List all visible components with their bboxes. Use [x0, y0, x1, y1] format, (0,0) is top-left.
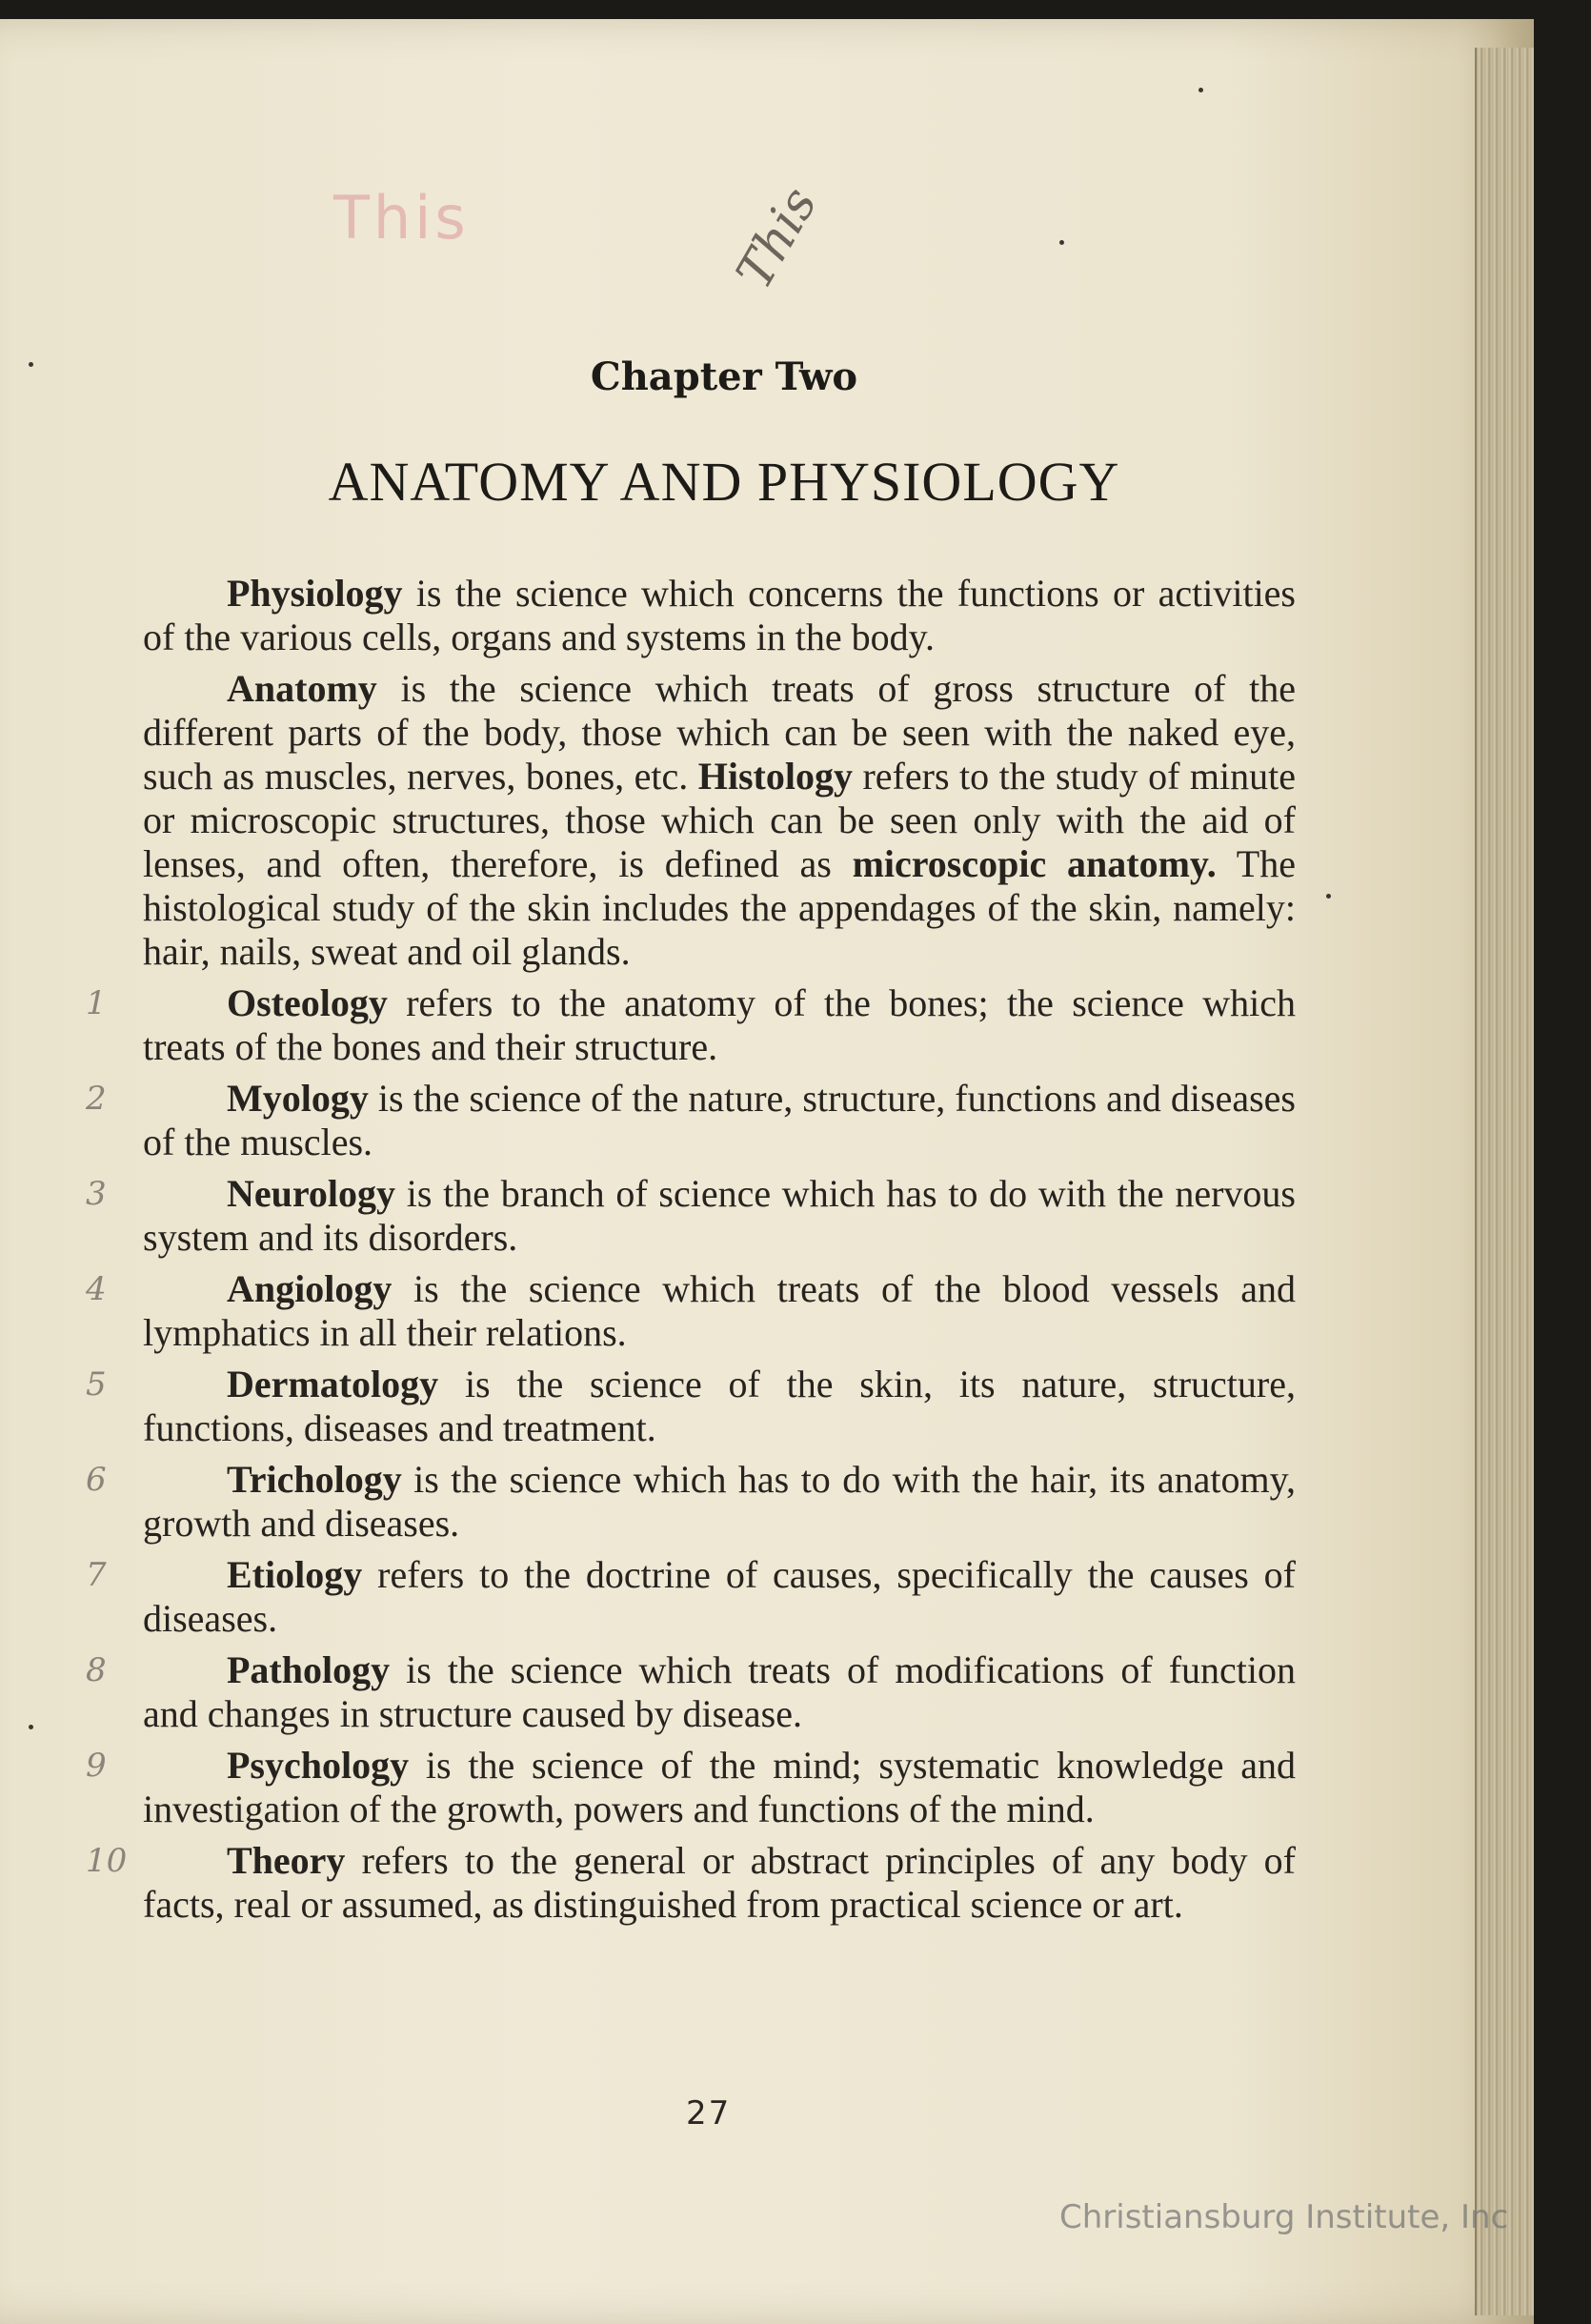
- term: Angiology: [227, 1267, 393, 1310]
- term: Neurology: [227, 1172, 396, 1215]
- definition-text: refers to the general or abstract principles of any body of facts, real or assumed, as distinguished from practical science or art.: [143, 1839, 1296, 1926]
- pencil-margin-number: 8: [86, 1651, 107, 1689]
- book-page: [0, 19, 1534, 2324]
- scan-speck: [29, 362, 33, 367]
- paragraph-myology: [86, 1077, 1296, 1164]
- definition-text: is the science which has to do with the hair, its anatomy, growth and diseases.: [143, 1458, 1296, 1545]
- definition-text: is the science which treats of modifications of function and changes in structure caused by disease.: [143, 1648, 1296, 1735]
- pink-pencil-annotation: This: [333, 183, 470, 253]
- page-number: 27: [686, 2094, 732, 2132]
- scan-speck: [29, 1725, 33, 1729]
- definition-text: is the science of the nature, structure, functions and diseases of the muscles.: [143, 1077, 1296, 1163]
- page-edge: [1475, 48, 1534, 2315]
- pencil-margin-number: 3: [86, 1175, 107, 1213]
- definition-text: refers to the doctrine of causes, specifically the causes of diseases.: [143, 1553, 1296, 1640]
- definition-text: is the science which treats of the blood vessels and lymphatics in all their relations.: [143, 1267, 1296, 1354]
- pencil-margin-number: 6: [86, 1461, 107, 1499]
- term: Myology: [227, 1077, 369, 1120]
- paragraph-etiology: [86, 1553, 1296, 1641]
- paragraph-psychology: [86, 1744, 1296, 1831]
- paragraph-neurology: [86, 1172, 1296, 1260]
- paragraph-trichology: [86, 1458, 1296, 1546]
- pencil-margin-number: 5: [86, 1365, 107, 1404]
- pencil-margin-number: 2: [86, 1080, 107, 1118]
- pencil-margin-number: 1: [86, 984, 107, 1022]
- definition-text: is the science of the skin, its nature, structure, functions, diseases and treatment.: [143, 1363, 1296, 1449]
- pencil-margin-number: 9: [86, 1747, 107, 1785]
- gray-pencil-annotation: This: [725, 177, 829, 299]
- chapter-title: ANATOMY AND PHYSIOLOGY: [328, 451, 1120, 513]
- pencil-margin-number: 7: [86, 1556, 107, 1594]
- scan-speck: [1326, 894, 1331, 899]
- scan-speck: [1198, 88, 1203, 92]
- term-histology: Histology: [697, 755, 853, 798]
- definition-text: is the branch of science which has to do with the nervous system and its disorders.: [143, 1172, 1296, 1259]
- pencil-margin-number: 4: [86, 1270, 107, 1308]
- term: Physiology: [227, 572, 403, 615]
- scan-speck: [1059, 240, 1064, 245]
- definition-text: is the science which concerns the functions or activities of the various cells, organs and systems in the body.: [143, 572, 1296, 658]
- paragraph-anatomy: [143, 667, 1296, 974]
- definition-text: is the science of the mind; systematic knowledge and investigation of the growth, powers and functions of the mind.: [143, 1744, 1296, 1830]
- paragraph-osteology: [86, 981, 1296, 1069]
- definition-text: is the science which treats of gross structure of the different parts of the body, those which can be seen with the naked eye, such as muscles, nerves, bones, etc.: [143, 667, 1296, 798]
- term-microscopic-anatomy: microscopic anatomy.: [852, 842, 1217, 885]
- chapter-body: [86, 572, 1296, 1934]
- term: Trichology: [227, 1458, 402, 1501]
- definition-text: The histological study of the skin includes the appendages of the skin, namely: hair, nails, sweat and oil glands.: [143, 842, 1296, 973]
- chapter-label: Chapter Two: [590, 354, 858, 399]
- paragraph-dermatology: [86, 1363, 1296, 1450]
- term: Etiology: [227, 1553, 363, 1596]
- term: Osteology: [227, 981, 388, 1024]
- paragraph-physiology: [143, 572, 1296, 659]
- definition-text: refers to the study of minute or microscopic structures, those which can be seen only with the aid of lenses, and often, therefore, is defined as: [143, 755, 1296, 885]
- term: Psychology: [227, 1744, 410, 1787]
- term: Dermatology: [227, 1363, 439, 1405]
- paragraph-theory: [86, 1839, 1296, 1927]
- definition-text: refers to the anatomy of the bones; the science which treats of the bones and their structure.: [143, 981, 1296, 1068]
- pencil-margin-number: 10: [86, 1842, 128, 1880]
- term: Theory: [227, 1839, 346, 1882]
- term: Anatomy: [227, 667, 377, 710]
- term: Pathology: [227, 1648, 391, 1691]
- paragraph-angiology: [86, 1267, 1296, 1355]
- paragraph-pathology: [86, 1648, 1296, 1736]
- watermark: Christiansburg Institute, Inc: [1059, 2198, 1509, 2236]
